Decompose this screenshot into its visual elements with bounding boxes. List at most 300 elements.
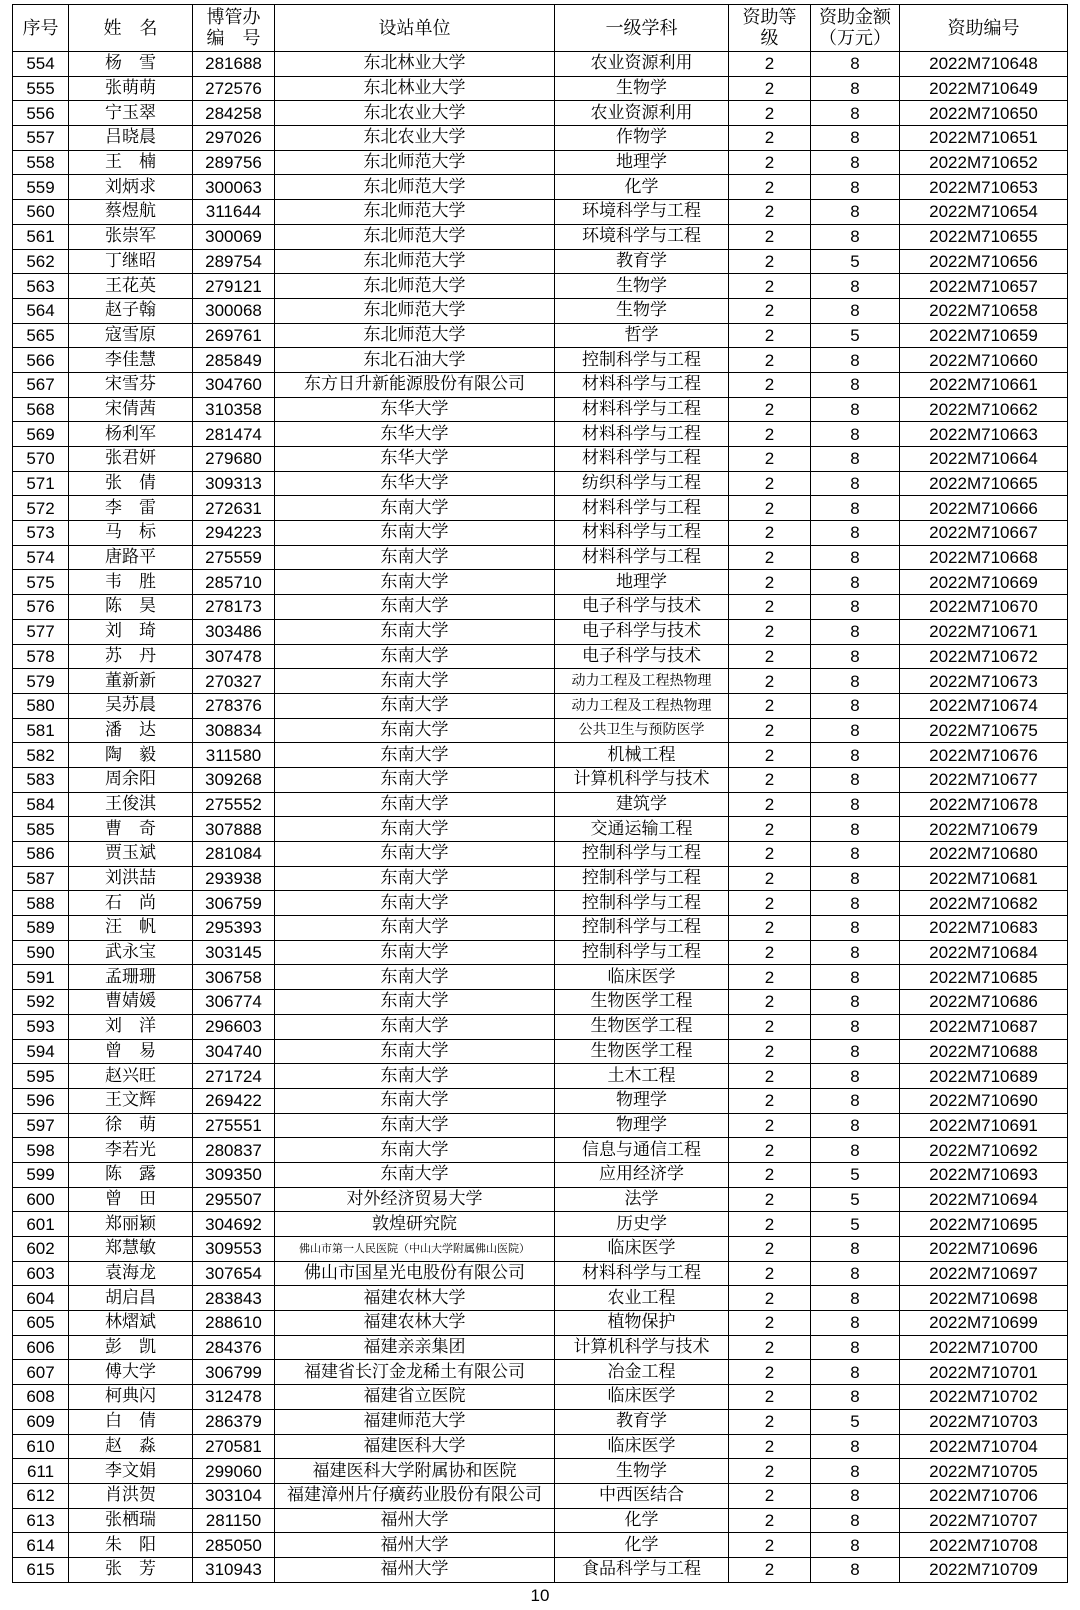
cell-name: 张 芳 <box>69 1557 193 1582</box>
cell-office-id: 307478 <box>193 644 275 669</box>
cell-name: 贾玉斌 <box>69 842 193 867</box>
cell-office-id: 309268 <box>193 767 275 792</box>
cell-seq: 572 <box>13 496 69 521</box>
cell-station-unit: 福建农林大学 <box>275 1311 555 1336</box>
cell-station-unit: 东南大学 <box>275 1162 555 1187</box>
cell-name: 张君妍 <box>69 447 193 472</box>
table-row <box>13 743 1068 768</box>
cell-discipline: 动力工程及工程热物理 <box>555 669 729 694</box>
cell-discipline: 冶金工程 <box>555 1360 729 1385</box>
cell-amount: 8 <box>811 200 900 225</box>
cell-discipline: 材料科学与工程 <box>555 372 729 397</box>
cell-grade: 2 <box>729 1385 811 1410</box>
cell-discipline: 材料科学与工程 <box>555 521 729 546</box>
cell-seq: 599 <box>13 1162 69 1187</box>
cell-seq: 566 <box>13 348 69 373</box>
cell-office-id: 296603 <box>193 1014 275 1039</box>
cell-office-id: 281084 <box>193 842 275 867</box>
cell-funding-id: 2022M710682 <box>900 891 1068 916</box>
cell-funding-id: 2022M710681 <box>900 866 1068 891</box>
cell-station-unit: 东华大学 <box>275 397 555 422</box>
cell-office-id: 306774 <box>193 990 275 1015</box>
cell-name: 曾 田 <box>69 1187 193 1212</box>
cell-name: 胡启昌 <box>69 1286 193 1311</box>
cell-amount: 8 <box>811 545 900 570</box>
cell-amount: 8 <box>811 1335 900 1360</box>
cell-office-id: 309350 <box>193 1162 275 1187</box>
table-row <box>13 792 1068 817</box>
cell-discipline: 材料科学与工程 <box>555 496 729 521</box>
cell-discipline: 地理学 <box>555 150 729 175</box>
cell-office-id: 285710 <box>193 570 275 595</box>
cell-office-id: 281688 <box>193 52 275 77</box>
cell-funding-id: 2022M710672 <box>900 644 1068 669</box>
cell-amount: 8 <box>811 1138 900 1163</box>
cell-amount: 8 <box>811 1434 900 1459</box>
cell-station-unit: 东南大学 <box>275 1039 555 1064</box>
cell-station-unit: 东南大学 <box>275 866 555 891</box>
cell-name: 周余阳 <box>69 767 193 792</box>
cell-seq: 555 <box>13 76 69 101</box>
table-row <box>13 224 1068 249</box>
cell-station-unit: 福州大学 <box>275 1533 555 1558</box>
cell-discipline: 生物医学工程 <box>555 1039 729 1064</box>
cell-grade: 2 <box>729 200 811 225</box>
cell-name: 武永宝 <box>69 940 193 965</box>
cell-name: 韦 胜 <box>69 570 193 595</box>
table-row <box>13 718 1068 743</box>
table-row <box>13 447 1068 472</box>
cell-station-unit: 东北师范大学 <box>275 224 555 249</box>
cell-funding-id: 2022M710660 <box>900 348 1068 373</box>
cell-funding-id: 2022M710683 <box>900 916 1068 941</box>
cell-station-unit: 福建农林大学 <box>275 1286 555 1311</box>
cell-funding-id: 2022M710705 <box>900 1459 1068 1484</box>
cell-seq: 583 <box>13 767 69 792</box>
cell-station-unit: 东南大学 <box>275 669 555 694</box>
cell-office-id: 303104 <box>193 1483 275 1508</box>
cell-discipline: 应用经济学 <box>555 1162 729 1187</box>
cell-seq: 608 <box>13 1385 69 1410</box>
cell-seq: 571 <box>13 471 69 496</box>
funding-table <box>12 4 1068 1583</box>
cell-station-unit: 东南大学 <box>275 817 555 842</box>
cell-grade: 2 <box>729 397 811 422</box>
table-row <box>13 348 1068 373</box>
cell-grade: 2 <box>729 1533 811 1558</box>
cell-funding-id: 2022M710706 <box>900 1483 1068 1508</box>
cell-station-unit: 福建省立医院 <box>275 1385 555 1410</box>
cell-station-unit: 东北农业大学 <box>275 101 555 126</box>
cell-amount: 8 <box>811 52 900 77</box>
cell-funding-id: 2022M710666 <box>900 496 1068 521</box>
cell-seq: 585 <box>13 817 69 842</box>
cell-funding-id: 2022M710702 <box>900 1385 1068 1410</box>
cell-seq: 613 <box>13 1508 69 1533</box>
cell-office-id: 294223 <box>193 521 275 546</box>
cell-station-unit: 东南大学 <box>275 965 555 990</box>
cell-office-id: 312478 <box>193 1385 275 1410</box>
table-row <box>13 1335 1068 1360</box>
cell-seq: 598 <box>13 1138 69 1163</box>
cell-name: 张 倩 <box>69 471 193 496</box>
cell-name: 汪 帆 <box>69 916 193 941</box>
cell-seq: 582 <box>13 743 69 768</box>
table-row <box>13 323 1068 348</box>
cell-seq: 564 <box>13 298 69 323</box>
cell-station-unit: 东南大学 <box>275 916 555 941</box>
cell-discipline: 控制科学与工程 <box>555 940 729 965</box>
cell-office-id: 285849 <box>193 348 275 373</box>
cell-amount: 8 <box>811 422 900 447</box>
cell-funding-id: 2022M710692 <box>900 1138 1068 1163</box>
cell-discipline: 电子科学与技术 <box>555 619 729 644</box>
table-row <box>13 1187 1068 1212</box>
cell-name: 宋倩茜 <box>69 397 193 422</box>
cell-funding-id: 2022M710704 <box>900 1434 1068 1459</box>
cell-station-unit: 东北师范大学 <box>275 150 555 175</box>
cell-office-id: 310358 <box>193 397 275 422</box>
cell-discipline: 生物医学工程 <box>555 990 729 1015</box>
cell-grade: 2 <box>729 842 811 867</box>
cell-office-id: 270327 <box>193 669 275 694</box>
cell-funding-id: 2022M710662 <box>900 397 1068 422</box>
cell-station-unit: 东北师范大学 <box>275 249 555 274</box>
cell-station-unit: 东南大学 <box>275 990 555 1015</box>
cell-name: 王 楠 <box>69 150 193 175</box>
cell-grade: 2 <box>729 1311 811 1336</box>
cell-discipline: 计算机科学与技术 <box>555 1335 729 1360</box>
table-row <box>13 1508 1068 1533</box>
cell-discipline: 临床医学 <box>555 1385 729 1410</box>
cell-office-id: 269761 <box>193 323 275 348</box>
table-row <box>13 1261 1068 1286</box>
cell-seq: 602 <box>13 1237 69 1262</box>
cell-amount: 8 <box>811 767 900 792</box>
cell-seq: 568 <box>13 397 69 422</box>
cell-funding-id: 2022M710687 <box>900 1014 1068 1039</box>
cell-name: 李 雷 <box>69 496 193 521</box>
cell-amount: 5 <box>811 1162 900 1187</box>
table-row <box>13 916 1068 941</box>
cell-station-unit: 东南大学 <box>275 521 555 546</box>
cell-name: 丁继昭 <box>69 249 193 274</box>
cell-office-id: 278376 <box>193 693 275 718</box>
cell-discipline: 环境科学与工程 <box>555 224 729 249</box>
cell-seq: 606 <box>13 1335 69 1360</box>
cell-grade: 2 <box>729 1138 811 1163</box>
cell-name: 李文娟 <box>69 1459 193 1484</box>
cell-funding-id: 2022M710678 <box>900 792 1068 817</box>
cell-station-unit: 福建漳州片仔癀药业股份有限公司 <box>275 1483 555 1508</box>
cell-amount: 8 <box>811 718 900 743</box>
cell-name: 刘 洋 <box>69 1014 193 1039</box>
cell-funding-id: 2022M710688 <box>900 1039 1068 1064</box>
cell-grade: 2 <box>729 1360 811 1385</box>
cell-station-unit: 东南大学 <box>275 619 555 644</box>
cell-station-unit: 东北师范大学 <box>275 175 555 200</box>
table-row <box>13 52 1068 77</box>
cell-grade: 2 <box>729 150 811 175</box>
cell-amount: 8 <box>811 126 900 151</box>
cell-seq: 562 <box>13 249 69 274</box>
cell-seq: 576 <box>13 595 69 620</box>
cell-station-unit: 东南大学 <box>275 891 555 916</box>
table-row <box>13 669 1068 694</box>
cell-office-id: 300068 <box>193 298 275 323</box>
table-row <box>13 842 1068 867</box>
table-row <box>13 298 1068 323</box>
cell-discipline: 教育学 <box>555 1409 729 1434</box>
cell-seq: 575 <box>13 570 69 595</box>
cell-discipline: 哲学 <box>555 323 729 348</box>
cell-grade: 2 <box>729 1434 811 1459</box>
cell-discipline: 机械工程 <box>555 743 729 768</box>
cell-funding-id: 2022M710649 <box>900 76 1068 101</box>
table-row <box>13 1039 1068 1064</box>
cell-discipline: 土木工程 <box>555 1064 729 1089</box>
cell-seq: 577 <box>13 619 69 644</box>
cell-name: 李若光 <box>69 1138 193 1163</box>
cell-discipline: 控制科学与工程 <box>555 916 729 941</box>
cell-funding-id: 2022M710664 <box>900 447 1068 472</box>
cell-seq: 560 <box>13 200 69 225</box>
cell-discipline: 材料科学与工程 <box>555 397 729 422</box>
cell-office-id: 304760 <box>193 372 275 397</box>
cell-name: 张萌萌 <box>69 76 193 101</box>
cell-amount: 8 <box>811 150 900 175</box>
cell-discipline: 动力工程及工程热物理 <box>555 693 729 718</box>
cell-amount: 5 <box>811 249 900 274</box>
table-row <box>13 521 1068 546</box>
cell-grade: 2 <box>729 126 811 151</box>
cell-office-id: 271724 <box>193 1064 275 1089</box>
cell-amount: 8 <box>811 965 900 990</box>
cell-amount: 5 <box>811 1187 900 1212</box>
cell-name: 肖洪贺 <box>69 1483 193 1508</box>
cell-grade: 2 <box>729 1237 811 1262</box>
cell-station-unit: 东南大学 <box>275 1113 555 1138</box>
page-number: 10 <box>530 1586 550 1605</box>
cell-name: 柯典闪 <box>69 1385 193 1410</box>
cell-name: 李佳慧 <box>69 348 193 373</box>
cell-station-unit: 东南大学 <box>275 496 555 521</box>
table-header-row <box>13 5 1068 52</box>
cell-grade: 2 <box>729 471 811 496</box>
cell-amount: 8 <box>811 644 900 669</box>
cell-seq: 610 <box>13 1434 69 1459</box>
cell-discipline: 生物医学工程 <box>555 1014 729 1039</box>
cell-discipline: 化学 <box>555 175 729 200</box>
cell-station-unit: 福建医科大学 <box>275 1434 555 1459</box>
header-discipline: 一级学科 <box>555 5 729 52</box>
table-row <box>13 126 1068 151</box>
cell-seq: 592 <box>13 990 69 1015</box>
cell-amount: 8 <box>811 1088 900 1113</box>
cell-amount: 8 <box>811 274 900 299</box>
cell-funding-id: 2022M710685 <box>900 965 1068 990</box>
cell-office-id: 295393 <box>193 916 275 941</box>
cell-discipline: 植物保护 <box>555 1311 729 1336</box>
cell-discipline: 农业资源利用 <box>555 52 729 77</box>
cell-station-unit: 东华大学 <box>275 422 555 447</box>
cell-grade: 2 <box>729 1187 811 1212</box>
cell-station-unit: 东南大学 <box>275 693 555 718</box>
cell-grade: 2 <box>729 1088 811 1113</box>
cell-name: 吴苏晨 <box>69 693 193 718</box>
cell-amount: 8 <box>811 1360 900 1385</box>
cell-name: 曾 易 <box>69 1039 193 1064</box>
cell-station-unit: 福州大学 <box>275 1557 555 1582</box>
cell-funding-id: 2022M710709 <box>900 1557 1068 1582</box>
table-row <box>13 1434 1068 1459</box>
cell-name: 傅大学 <box>69 1360 193 1385</box>
cell-amount: 8 <box>811 891 900 916</box>
table-row <box>13 570 1068 595</box>
cell-funding-id: 2022M710656 <box>900 249 1068 274</box>
cell-name: 王文辉 <box>69 1088 193 1113</box>
cell-name: 杨 雪 <box>69 52 193 77</box>
cell-seq: 603 <box>13 1261 69 1286</box>
cell-station-unit: 东北石油大学 <box>275 348 555 373</box>
cell-grade: 2 <box>729 1286 811 1311</box>
cell-amount: 8 <box>811 817 900 842</box>
cell-funding-id: 2022M710695 <box>900 1212 1068 1237</box>
cell-amount: 8 <box>811 1508 900 1533</box>
cell-station-unit: 东南大学 <box>275 545 555 570</box>
cell-office-id: 311580 <box>193 743 275 768</box>
cell-seq: 563 <box>13 274 69 299</box>
cell-discipline: 纺织科学与工程 <box>555 471 729 496</box>
table-row <box>13 891 1068 916</box>
cell-name: 郑慧敏 <box>69 1237 193 1262</box>
table-row <box>13 372 1068 397</box>
table-row <box>13 150 1068 175</box>
cell-amount: 5 <box>811 323 900 348</box>
header-grade: 资助等 级 <box>729 5 811 52</box>
cell-seq: 600 <box>13 1187 69 1212</box>
cell-funding-id: 2022M710708 <box>900 1533 1068 1558</box>
cell-seq: 556 <box>13 101 69 126</box>
cell-funding-id: 2022M710663 <box>900 422 1068 447</box>
table-body <box>13 52 1068 1583</box>
cell-name: 唐路平 <box>69 545 193 570</box>
cell-seq: 573 <box>13 521 69 546</box>
cell-seq: 597 <box>13 1113 69 1138</box>
cell-seq: 591 <box>13 965 69 990</box>
cell-seq: 559 <box>13 175 69 200</box>
cell-grade: 2 <box>729 866 811 891</box>
cell-name: 吕晓晨 <box>69 126 193 151</box>
cell-station-unit: 东北师范大学 <box>275 274 555 299</box>
cell-name: 董新新 <box>69 669 193 694</box>
cell-seq: 590 <box>13 940 69 965</box>
cell-station-unit: 东南大学 <box>275 644 555 669</box>
cell-discipline: 作物学 <box>555 126 729 151</box>
table-row <box>13 866 1068 891</box>
cell-name: 宋雪芬 <box>69 372 193 397</box>
cell-grade: 2 <box>729 767 811 792</box>
table-row <box>13 200 1068 225</box>
cell-station-unit: 福建师范大学 <box>275 1409 555 1434</box>
cell-office-id: 299060 <box>193 1459 275 1484</box>
table-row <box>13 496 1068 521</box>
cell-seq: 574 <box>13 545 69 570</box>
cell-office-id: 289756 <box>193 150 275 175</box>
cell-station-unit: 东北农业大学 <box>275 126 555 151</box>
cell-name: 徐 萌 <box>69 1113 193 1138</box>
cell-funding-id: 2022M710684 <box>900 940 1068 965</box>
cell-seq: 558 <box>13 150 69 175</box>
cell-discipline: 电子科学与技术 <box>555 644 729 669</box>
cell-discipline: 材料科学与工程 <box>555 1261 729 1286</box>
table-row <box>13 1113 1068 1138</box>
cell-grade: 2 <box>729 916 811 941</box>
cell-funding-id: 2022M710680 <box>900 842 1068 867</box>
cell-funding-id: 2022M710676 <box>900 743 1068 768</box>
cell-discipline: 交通运输工程 <box>555 817 729 842</box>
cell-funding-id: 2022M710701 <box>900 1360 1068 1385</box>
cell-discipline: 历史学 <box>555 1212 729 1237</box>
cell-office-id: 288610 <box>193 1311 275 1336</box>
cell-station-unit: 东南大学 <box>275 718 555 743</box>
table-row <box>13 965 1068 990</box>
cell-funding-id: 2022M710661 <box>900 372 1068 397</box>
cell-office-id: 270581 <box>193 1434 275 1459</box>
cell-office-id: 284376 <box>193 1335 275 1360</box>
cell-seq: 586 <box>13 842 69 867</box>
cell-seq: 567 <box>13 372 69 397</box>
table-row <box>13 1311 1068 1336</box>
cell-discipline: 控制科学与工程 <box>555 842 729 867</box>
cell-station-unit: 东方日升新能源股份有限公司 <box>275 372 555 397</box>
cell-discipline: 临床医学 <box>555 1434 729 1459</box>
cell-discipline: 控制科学与工程 <box>555 348 729 373</box>
cell-funding-id: 2022M710686 <box>900 990 1068 1015</box>
cell-office-id: 307654 <box>193 1261 275 1286</box>
cell-funding-id: 2022M710669 <box>900 570 1068 595</box>
cell-discipline: 环境科学与工程 <box>555 200 729 225</box>
cell-amount: 5 <box>811 1409 900 1434</box>
cell-office-id: 300069 <box>193 224 275 249</box>
cell-grade: 2 <box>729 1483 811 1508</box>
cell-name: 陈 露 <box>69 1162 193 1187</box>
cell-amount: 8 <box>811 1385 900 1410</box>
cell-funding-id: 2022M710679 <box>900 817 1068 842</box>
cell-funding-id: 2022M710693 <box>900 1162 1068 1187</box>
cell-funding-id: 2022M710655 <box>900 224 1068 249</box>
cell-station-unit: 东南大学 <box>275 767 555 792</box>
cell-discipline: 化学 <box>555 1508 729 1533</box>
cell-grade: 2 <box>729 496 811 521</box>
cell-amount: 8 <box>811 1261 900 1286</box>
cell-amount: 8 <box>811 1459 900 1484</box>
cell-amount: 8 <box>811 866 900 891</box>
cell-seq: 578 <box>13 644 69 669</box>
cell-station-unit: 东北师范大学 <box>275 298 555 323</box>
cell-office-id: 275552 <box>193 792 275 817</box>
cell-grade: 2 <box>729 743 811 768</box>
table-row <box>13 1409 1068 1434</box>
cell-name: 朱 阳 <box>69 1533 193 1558</box>
cell-funding-id: 2022M710648 <box>900 52 1068 77</box>
table-row <box>13 1162 1068 1187</box>
cell-office-id: 303145 <box>193 940 275 965</box>
table-row <box>13 397 1068 422</box>
cell-seq: 581 <box>13 718 69 743</box>
cell-name: 刘洪喆 <box>69 866 193 891</box>
cell-amount: 8 <box>811 743 900 768</box>
